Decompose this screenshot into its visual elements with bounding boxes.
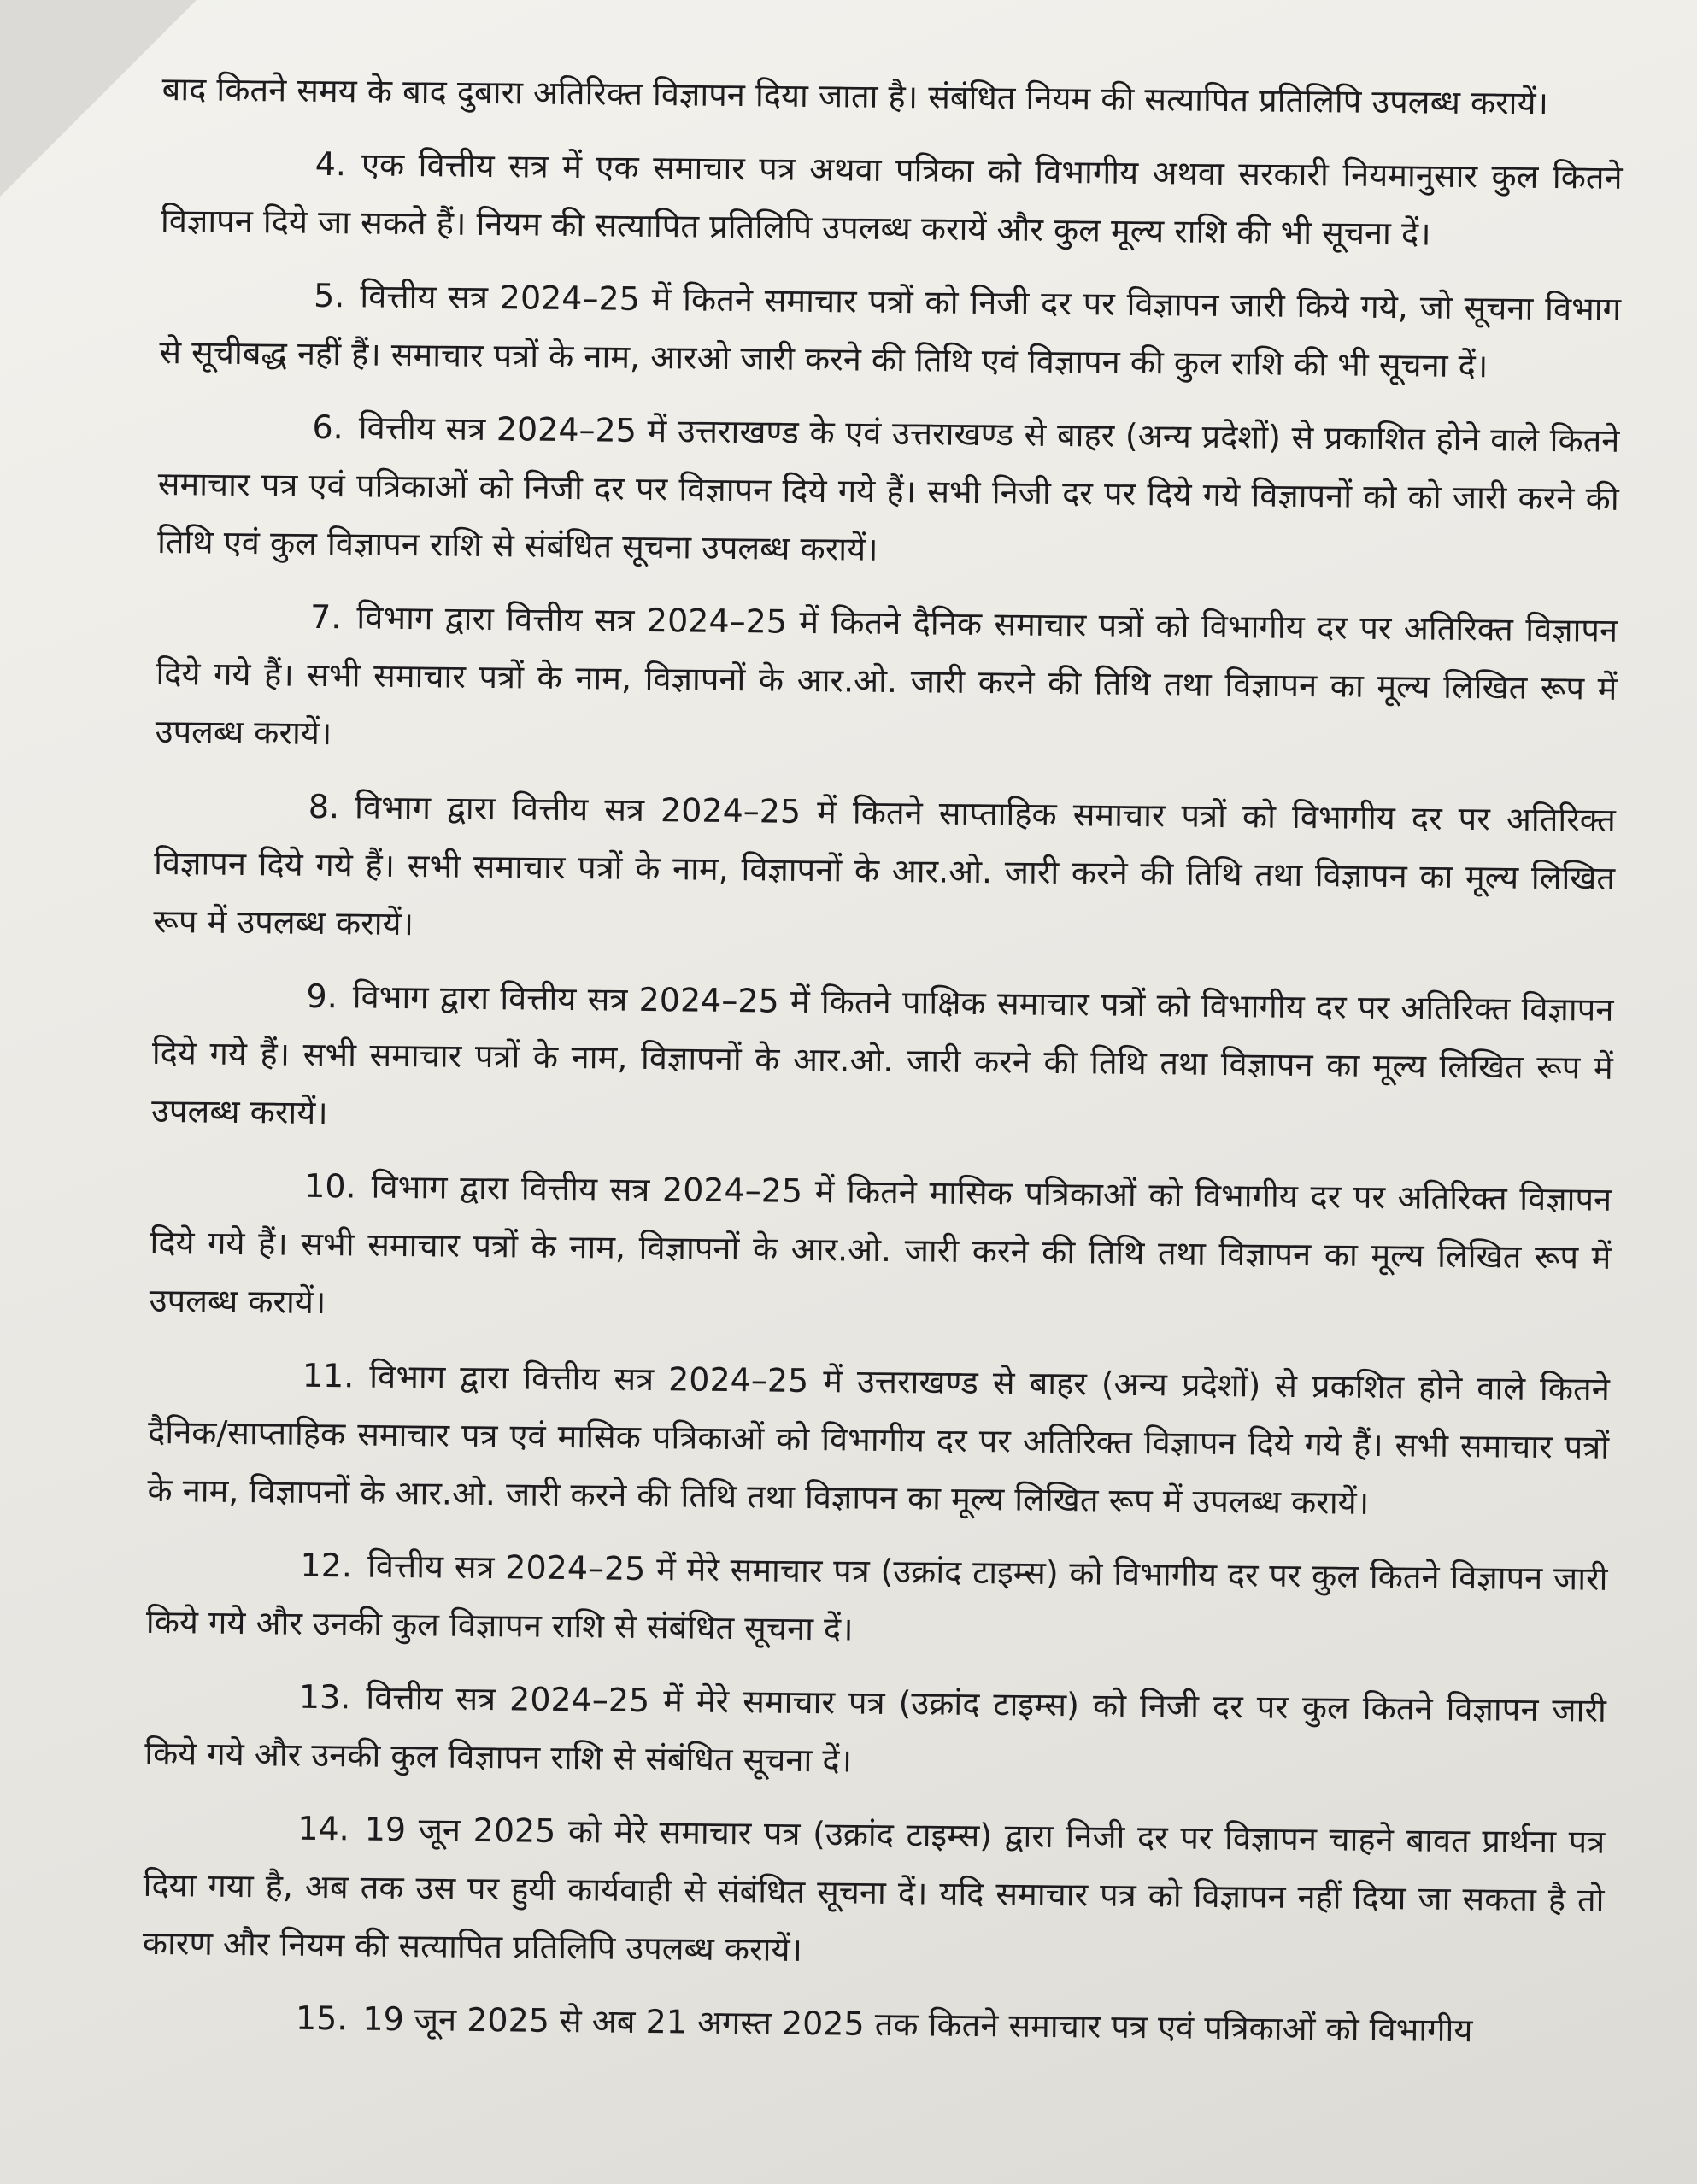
paragraph-number: 10.	[303, 1166, 356, 1206]
paragraph-number: 5.	[313, 276, 345, 315]
paragraph-12	[146, 1535, 1608, 1666]
paragraph-continued	[161, 60, 1624, 133]
paragraph-number: 13.	[298, 1677, 351, 1717]
paragraph-5	[159, 265, 1621, 396]
paragraph-number: 7.	[309, 597, 342, 637]
paragraph-text: 19 जून 2025 से अब 21 अगस्त 2025 तक कितने समाचार पत्र एवं पत्रिकाओं को विभागीय	[362, 1999, 1473, 2050]
paragraph-number: 15.	[295, 1999, 348, 2038]
document-body	[141, 60, 1623, 2076]
paragraph-4	[161, 133, 1623, 265]
paragraph-number: 9.	[306, 977, 338, 1016]
paragraph-13	[144, 1666, 1606, 1798]
paragraph-number: 14.	[297, 1809, 349, 1848]
paragraph-text: वित्तीय सत्र 2024–25 में उत्तराखण्ड के एवं उत्तराखण्ड से बाहर (अन्य प्रदेशों) से प्रकाशित होने वाले कितने समाचार पत्र एवं पत्रिकाओं को निजी दर पर विज्ञापन दिये गये हैं। सभी निजी दर पर दिये गये विज्ञापनों को को जारी करने की तिथि एवं कुल विज्ञापन राशि से संबंधित सूचना उपलब्ध करायें।	[156, 408, 1620, 568]
paragraph-text: 19 जून 2025 को मेरे समाचार पत्र (उक्रांद टाइम्स) द्वारा निजी दर पर विज्ञापन चाहने बावत प्रार्थना पत्र दिया गया है, अब तक उस पर हुयी कार्यवाही से संबंधित सूचना दें। यदि समाचार पत्र को विज्ञापन नहीं दिया जा सकता है तो कारण और नियम की सत्यापित प्रतिलिपि उपलब्ध करायें।	[142, 1810, 1606, 1969]
paragraph-8	[153, 776, 1616, 966]
paragraph-text: बाद कितने समय के बाद दुबारा अतिरिक्त विज्ञापन दिया जाता है। संबंधित नियम की सत्यापित प्रतिलिपि उपलब्ध करायें।	[161, 69, 1549, 122]
paragraph-number: 11.	[302, 1356, 355, 1395]
paragraph-text: विभाग द्वारा वित्तीय सत्र 2024–25 में कितने दैनिक समाचार पत्रों को विभागीय दर पर अतिरिक्त विज्ञापन दिये गये हैं। सभी समाचार पत्रों के नाम, विज्ञापनों के आर.ओ. जारी करने की तिथि तथा विज्ञापन का मूल्य लिखित रूप में उपलब्ध करायें।	[155, 598, 1618, 753]
paragraph-9	[151, 966, 1614, 1155]
paragraph-number: 4.	[314, 144, 347, 184]
paragraph-number: 6.	[312, 408, 344, 447]
paragraph-7	[155, 586, 1618, 776]
paragraph-10	[149, 1155, 1612, 1345]
paragraph-text: वित्तीय सत्र 2024–25 में कितने समाचार पत्रों को निजी दर पर विज्ञापन जारी किये गये, जो सूचना विभाग से सूचीबद्ध नहीं हैं। समाचार पत्रों के नाम, आरओ जारी करने की तिथि एवं विज्ञापन की कुल राशि की भी सूचना दें।	[159, 277, 1622, 385]
paragraph-text: विभाग द्वारा वित्तीय सत्र 2024–25 में कितने पाक्षिक समाचार पत्रों को विभागीय दर पर अतिरिक्त विज्ञापन दिये गये हैं। सभी समाचार पत्रों के नाम, विज्ञापनों के आर.ओ. जारी करने की तिथि तथा विज्ञापन का मूल्य लिखित रूप में उपलब्ध करायें।	[150, 978, 1614, 1132]
paragraph-14	[143, 1798, 1606, 1987]
paragraph-6	[157, 396, 1620, 586]
paragraph-text: वित्तीय सत्र 2024–25 में मेरे समाचार पत्र (उक्रांद टाइम्स) को निजी दर पर कुल कितने विज्ञापन जारी किये गये और उनकी कुल विज्ञापन राशि से संबंधित सूचना दें।	[144, 1678, 1607, 1780]
paragraph-text: एक वित्तीय सत्र में एक समाचार पत्र अथवा पत्रिका को विभागीय अथवा सरकारी नियमानुसार कुल कितने विज्ञापन दिये जा सकते हैं। नियम की सत्यापित प्रतिलिपि उपलब्ध करायें और कुल मूल्य राशि की भी सूचना दें।	[160, 145, 1623, 253]
paragraph-number: 8.	[308, 787, 340, 826]
paragraph-text: वित्तीय सत्र 2024–25 में मेरे समाचार पत्र (उक्रांद टाइम्स) को विभागीय दर पर कुल कितने विज्ञापन जारी किये गये और उनकी कुल विज्ञापन राशि से संबंधित सूचना दें।	[145, 1547, 1608, 1648]
paragraph-number: 12.	[300, 1546, 353, 1585]
paragraph-text: विभाग द्वारा वित्तीय सत्र 2024–25 में कितने साप्ताहिक समाचार पत्रों को विभागीय दर पर अतिरिक्त विज्ञापन दिये गये हैं। सभी समाचार पत्रों के नाम, विज्ञापनों के आर.ओ. जारी करने की तिथि तथा विज्ञापन का मूल्य लिखित रूप में उपलब्ध करायें।	[153, 788, 1617, 943]
paragraph-text: विभाग द्वारा वित्तीय सत्र 2024–25 में कितने मासिक पत्रिकाओं को विभागीय दर पर अतिरिक्त विज्ञापन दिये गये हैं। सभी समाचार पत्रों के नाम, विज्ञापनों के आर.ओ. जारी करने की तिथि तथा विज्ञापन का मूल्य लिखित रूप में उपलब्ध करायें।	[149, 1167, 1612, 1322]
paragraph-text: विभाग द्वारा वित्तीय सत्र 2024–25 में उत्तराखण्ड से बाहर (अन्य प्रदेशों) से प्रकशित होने वाले कितने दैनिक/साप्ताहिक समाचार पत्र एवं मासिक पत्रिकाओं को विभागीय दर पर अतिरिक्त विज्ञापन दिये गये हैं। सभी समाचार पत्रों के नाम, विज्ञापनों के आर.ओ. जारी करने की तिथि तथा विज्ञापन का मूल्य लिखित रूप में उपलब्ध करायें।	[147, 1357, 1611, 1522]
paragraph-11	[147, 1345, 1610, 1535]
paragraph-15	[142, 1987, 1604, 2061]
